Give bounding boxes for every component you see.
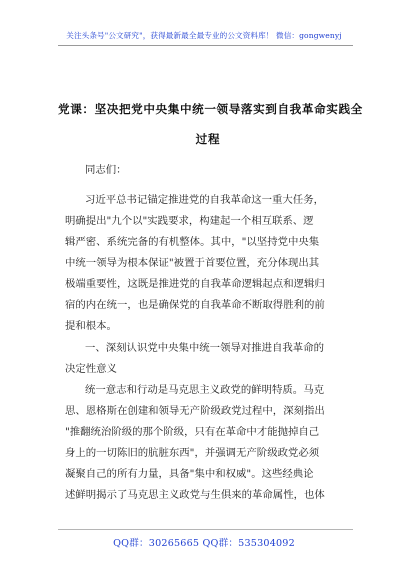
body-line: 述鲜明揭示了马克思主义政党与生俱来的革命属性，也体 bbox=[65, 489, 325, 501]
salutation: 同志们： bbox=[85, 164, 127, 176]
footer-contacts: QQ群：30265665 QQ群：535304092 bbox=[113, 538, 295, 549]
body-line: 提和根本。 bbox=[65, 320, 117, 332]
body-line: 凝聚自己的所有力量，具备"集中和权威"。这些经典论 bbox=[65, 468, 314, 480]
body-line: 统一意志和行动是马克思主义政党的鲜明特质。马克 bbox=[85, 384, 324, 396]
document-title-line-2: 过程 bbox=[195, 132, 221, 146]
body-line: "推翻统治阶级的那个阶级，只有在革命中才能抛掉自己 bbox=[65, 426, 320, 438]
body-line: 习近平总书记锚定推进党的自我革命这一重大任务， bbox=[85, 194, 324, 206]
document-title-line-1: 党课：坚决把党中央集中统一领导落实到自我革命实践全 bbox=[58, 102, 363, 116]
body-line: 辑严密、系统完备的有机整体。其中，"以坚持党中央集 bbox=[65, 236, 320, 248]
section-heading: 一、深刻认识党中央集中统一领导对推进自我革命的 bbox=[85, 342, 324, 354]
body-line: 思、恩格斯在创建和领导无产阶级政党过程中，深刻指出 bbox=[65, 405, 325, 417]
body-line: 身上的一切陈旧的肮脏东西"，并强调无产阶级政党必须 bbox=[65, 447, 320, 459]
header-banner: 关注头条号"公文研究"，获得最新最全最专业的公文资料库！ 微信：gongwenyj bbox=[66, 31, 342, 40]
section-heading-continued: 决定性意义 bbox=[65, 363, 117, 375]
header-divider bbox=[58, 45, 353, 46]
body-line: 极端重要性，这既是推进党的自我革命逻辑起点和逻辑归 bbox=[65, 278, 325, 290]
body-line: 明确提出"九个以"实践要求，构建起一个相互联系、逻 bbox=[65, 215, 314, 227]
body-line: 宿的内在统一，也是确保党的自我革命不断取得胜利的前 bbox=[65, 299, 325, 311]
footer-divider bbox=[58, 529, 353, 530]
body-line: 中统一领导为根本保证"被置于首要位置，充分体现出其 bbox=[65, 257, 320, 269]
